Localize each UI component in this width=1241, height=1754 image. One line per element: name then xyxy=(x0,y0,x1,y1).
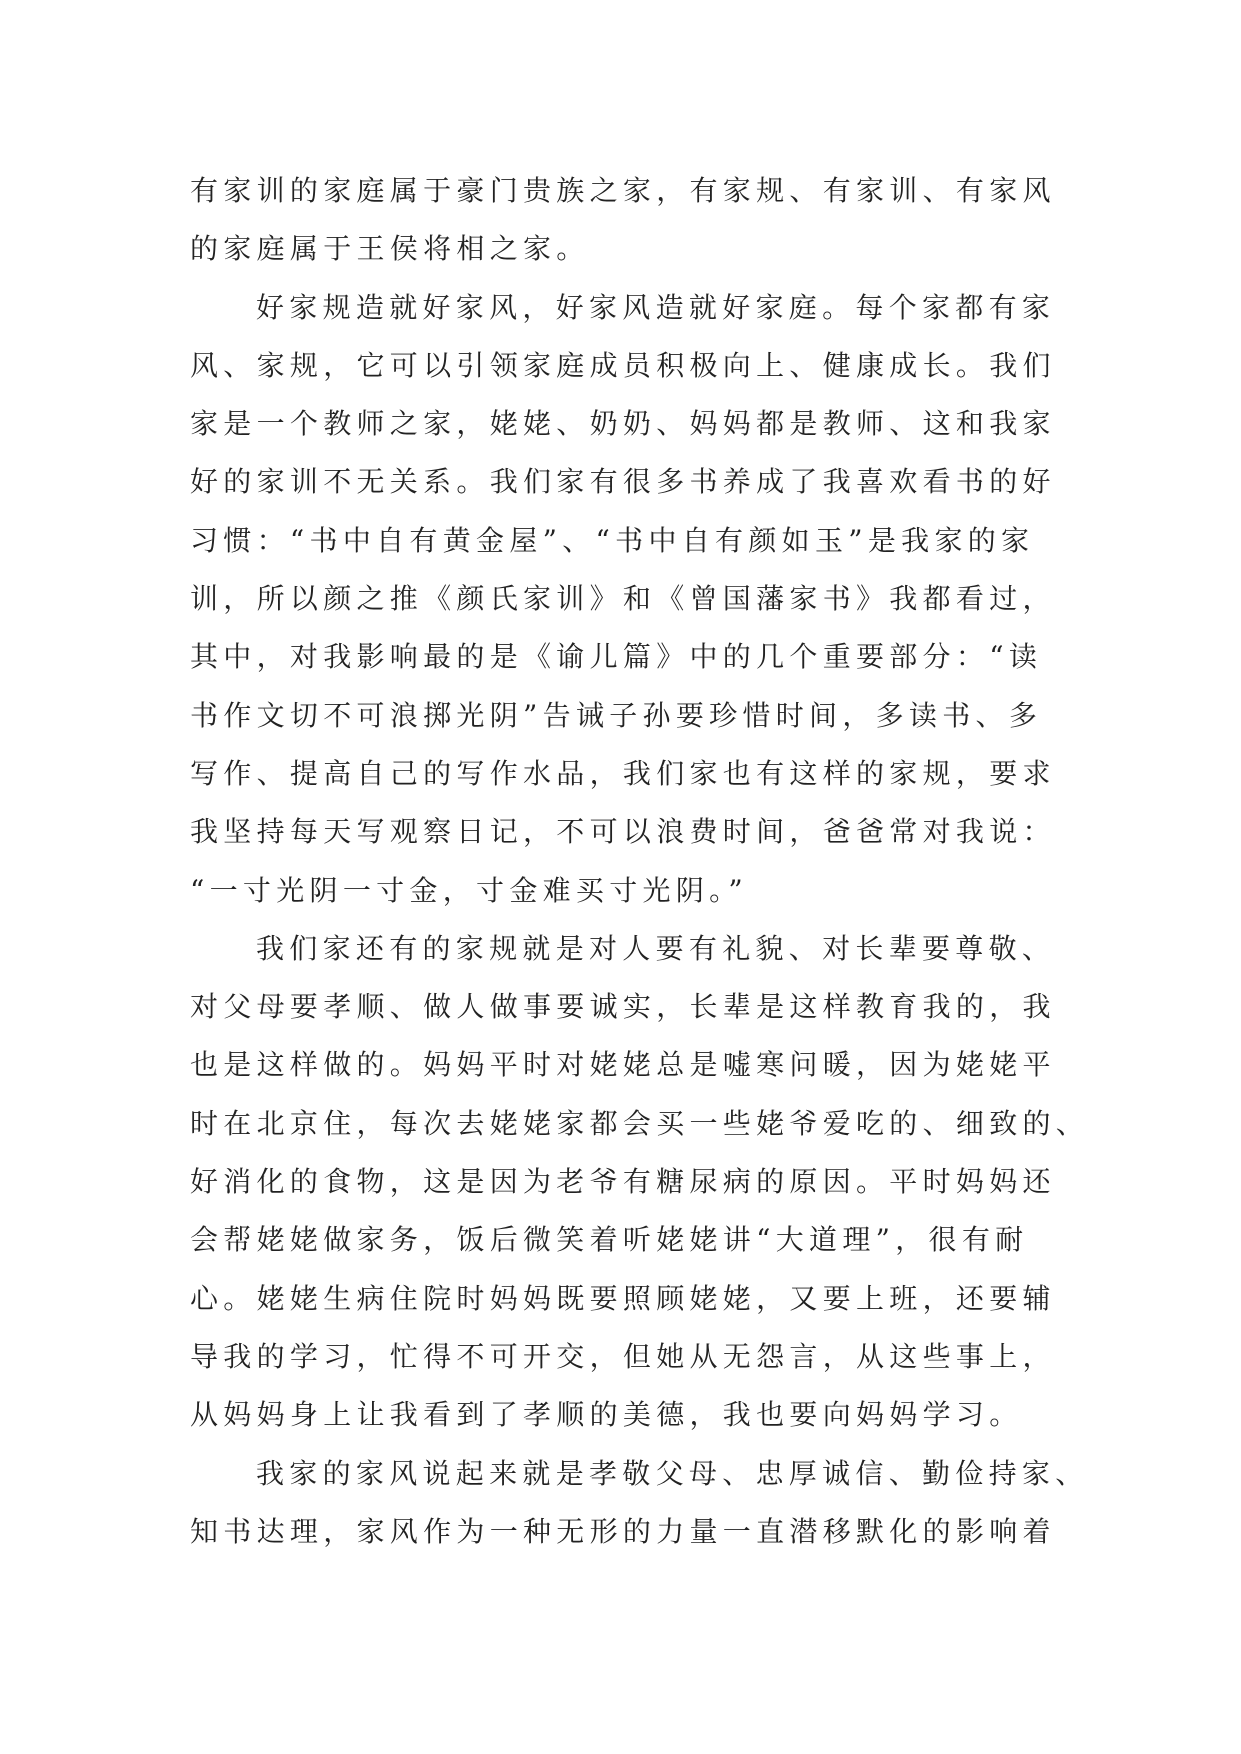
text-line: 有家训的家庭属于豪门贵族之家，有家规、有家训、有家风 xyxy=(190,174,1056,207)
text-line: 从妈妈身上让我看到了孝顺的美德，我也要向妈妈学习。 xyxy=(190,1398,1023,1432)
text-line: 写作、提高自己的写作水品，我们家也有这样的家规，要求 xyxy=(190,756,1056,790)
text-line: 会帮姥姥做家务，饭后微笑着听姥姥讲“大道理”，很有耐 xyxy=(190,1223,1029,1257)
text-line: 对父母要孝顺、做人做事要诚实，长辈是这样教育我的，我 xyxy=(190,990,1056,1024)
text-line: 习惯：“书中自有黄金屋”、“书中自有颜如玉”是我家的家 xyxy=(190,523,1035,557)
text-line: 书作文切不可浪掷光阴”告诫子孙要珍惜时间，多读书、多 xyxy=(190,698,1043,732)
text-line: 知书达理，家风作为一种无形的力量一直潜移默化的影响着 xyxy=(190,1514,1056,1548)
text-line: 好的家训不无关系。我们家有很多书养成了我喜欢看书的好 xyxy=(190,465,1056,499)
text-line: 也是这样做的。妈妈平时对姥姥总是嘘寒问暖，因为姥姥平 xyxy=(190,1048,1056,1082)
paragraph-first-line: 我家的家风说起来就是孝敬父母、忠厚诚信、勤俭持家、 xyxy=(256,1456,1089,1490)
text-line: 我坚持每天写观察日记，不可以浪费时间，爸爸常对我说： xyxy=(190,815,1056,849)
paragraph-first-line: 我们家还有的家规就是对人要有礼貌、对长辈要尊敬、 xyxy=(256,931,1056,965)
text-line: 时在北京住，每次去姥姥家都会买一些姥爷爱吃的、细致的、 xyxy=(190,1106,1090,1140)
text-line: 风、家规，它可以引领家庭成员积极向上、健康成长。我们 xyxy=(190,348,1056,382)
text-line: 其中，对我影响最的是《谕儿篇》中的几个重要部分：“读 xyxy=(190,640,1043,674)
text-line: 家是一个教师之家，姥姥、奶奶、妈妈都是教师、这和我家 xyxy=(190,407,1056,441)
text-line: “一寸光阴一寸金，寸金难买寸光阴。” xyxy=(190,873,749,907)
text-line: 导我的学习，忙得不可开交，但她从无怨言，从这些事上， xyxy=(190,1339,1056,1373)
text-line: 的家庭属于王侯将相之家。 xyxy=(190,232,590,266)
body-text xyxy=(190,162,1090,1561)
text-line: 心。姥姥生病住院时妈妈既要照顾姥姥，又要上班，还要辅 xyxy=(190,1281,1056,1315)
text-line: 训，所以颜之推《颜氏家训》和《曾国藩家书》我都看过， xyxy=(190,582,1056,616)
paragraph-first-line: 好家规造就好家风，好家风造就好家庭。每个家都有家 xyxy=(256,290,1056,324)
text-line: 好消化的食物，这是因为老爷有糖尿病的原因。平时妈妈还 xyxy=(190,1165,1056,1199)
